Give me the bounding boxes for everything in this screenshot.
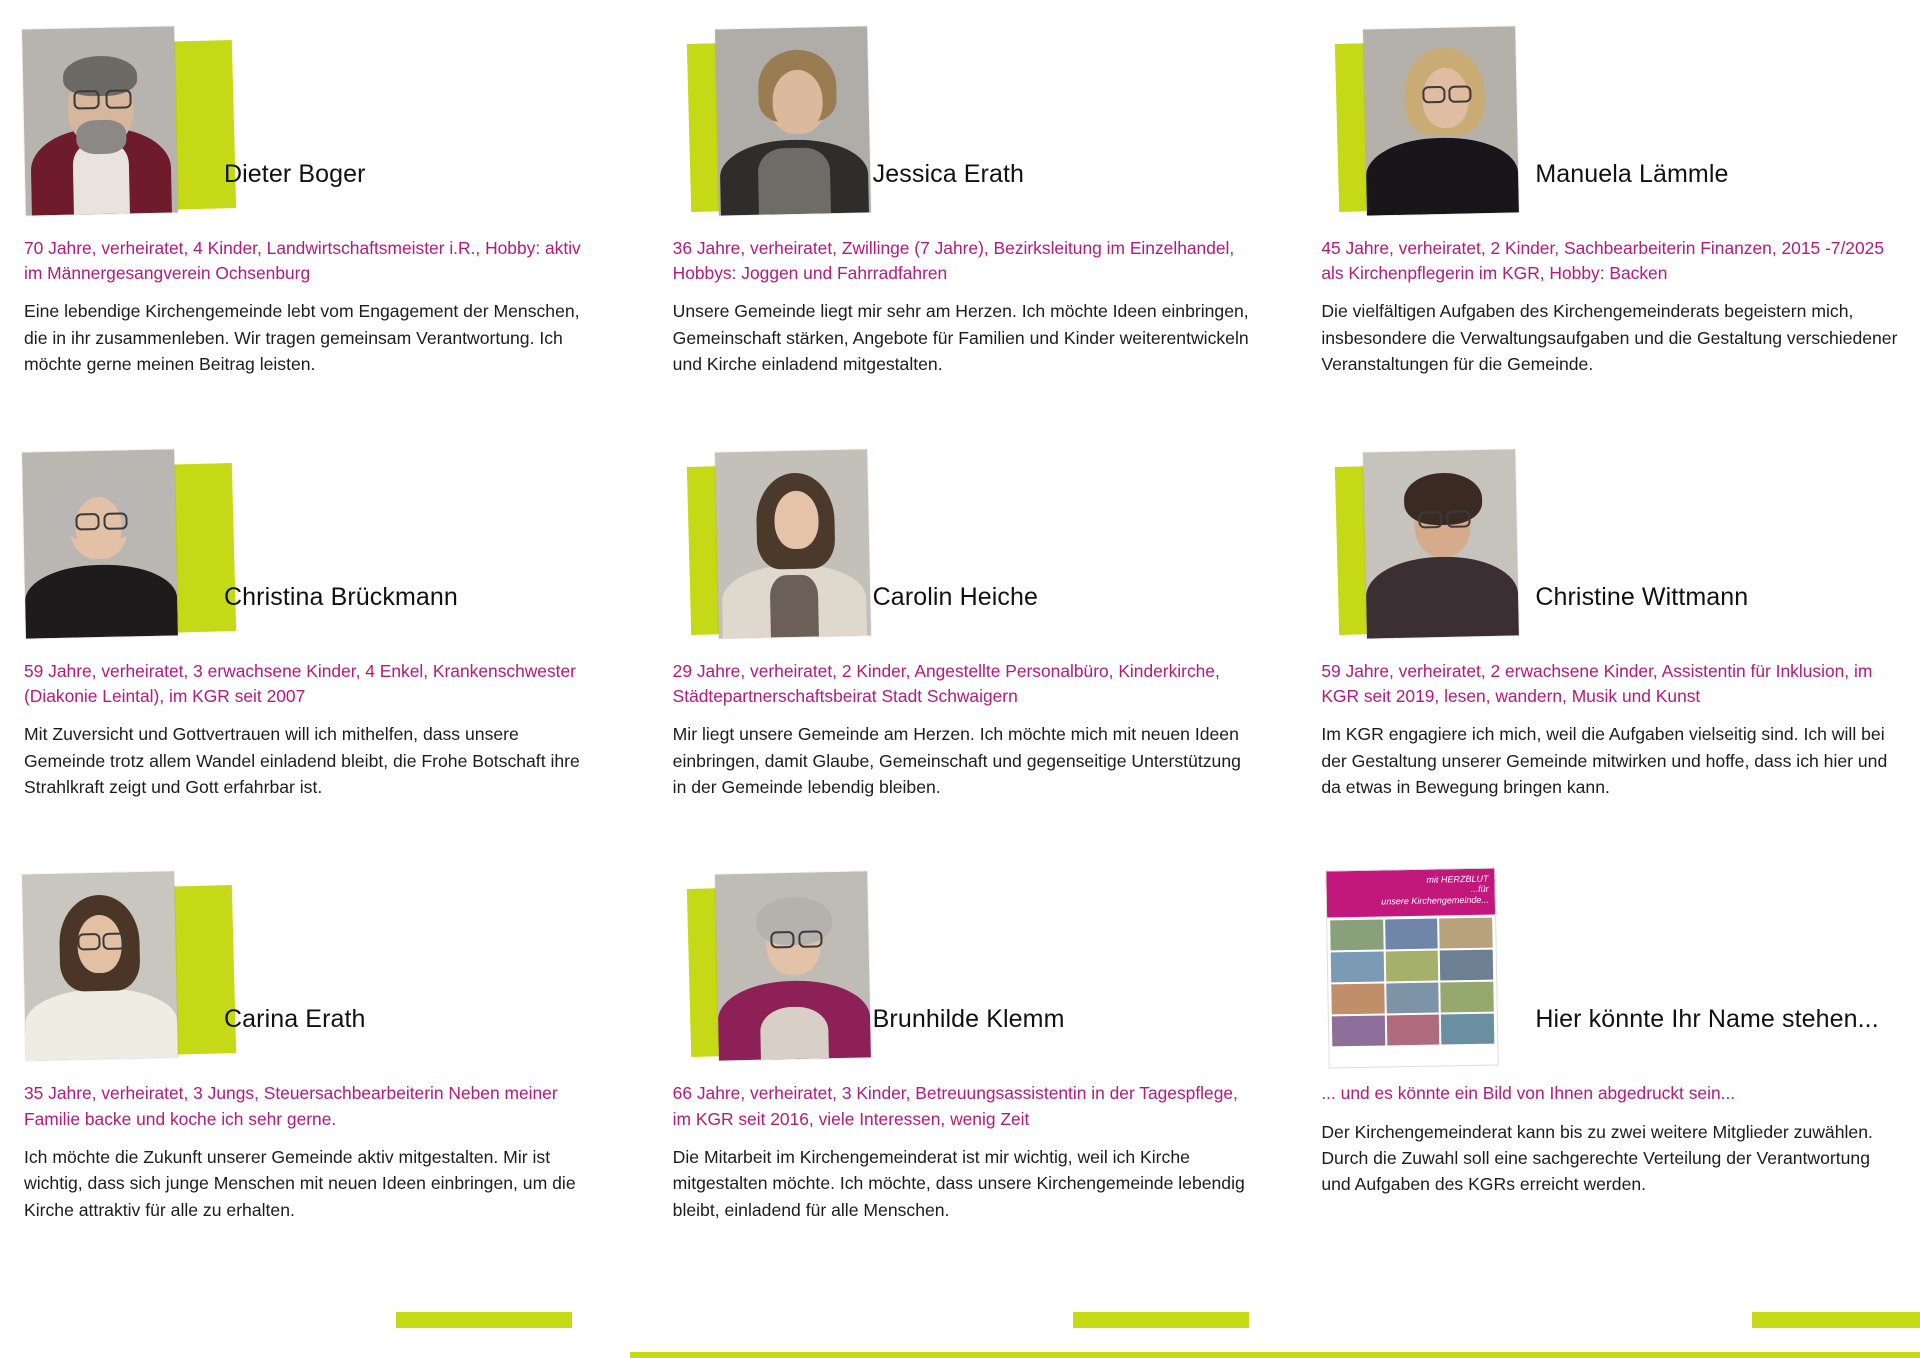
- flyer-headline-line2: ...für: [1470, 884, 1490, 895]
- candidate-name: Brunhilde Klemm: [872, 1005, 1065, 1034]
- portrait-block: [24, 863, 603, 1075]
- candidate-meta: 66 Jahre, verheiratet, 3 Kinder, Betreuungsassistentin in der Tagespflege, im KGR seit 2016, viele Interessen, wenig Zeit: [672, 1083, 1238, 1129]
- candidate-meta: 45 Jahre, verheiratet, 2 Kinder, Sachbearbeiterin Finanzen, 2015 -7/2025 als Kirchenpflegerin im KGR, Hobby: Backen: [1321, 238, 1884, 284]
- placeholder-name: Hier könnte Ihr Name stehen...: [1535, 1005, 1879, 1034]
- collage-tile: [1330, 920, 1383, 951]
- candidate-meta: 36 Jahre, verheiratet, Zwillinge (7 Jahre), Bezirksleitung im Einzelhandel, Hobbys: Joggen und Fahrradfahren: [672, 238, 1235, 284]
- collage-tile: [1332, 984, 1385, 1015]
- placeholder-note: ... und es könnte ein Bild von Ihnen abgedruckt sein...: [1321, 1083, 1736, 1104]
- collage-tile: [1332, 1016, 1385, 1047]
- flyer-block: [1321, 863, 1900, 1075]
- candidate-card: [669, 441, 1252, 854]
- accent-bar: [396, 1312, 572, 1328]
- candidate-card-placeholder: [1317, 863, 1900, 1276]
- flyer-headline-line1: mit HERZBLUT: [1426, 873, 1489, 886]
- portrait-block: [673, 863, 1252, 1075]
- collage-tile: [1331, 952, 1384, 983]
- portrait-block: [673, 441, 1252, 653]
- portrait-photo: [715, 26, 871, 215]
- collage-tile: [1385, 919, 1438, 950]
- candidate-name: Dieter Boger: [224, 160, 366, 188]
- flyer-photo-collage: [1327, 915, 1497, 1050]
- candidate-card: [669, 863, 1252, 1276]
- portrait-photo: [1363, 449, 1519, 638]
- portrait-photo: [1363, 26, 1519, 215]
- footer-accent-strip: [630, 1352, 1920, 1358]
- candidate-quote: Eine lebendige Kirchengemeinde lebt vom Engagement der Menschen, die in ihr zusammenleben. Wir tragen gemeinsam Verantwortung. Ich möchte gerne meinen Beitrag leisten.: [24, 301, 580, 375]
- candidate-name: Carina Erath: [224, 1005, 366, 1034]
- candidate-meta: 70 Jahre, verheiratet, 4 Kinder, Landwirtschaftsmeister i.R., Hobby: aktiv im Männergesangverein Ochsenburg: [24, 238, 581, 284]
- portrait-photo: [22, 872, 178, 1061]
- portrait-block: [24, 441, 603, 653]
- candidate-card: [20, 18, 603, 431]
- candidate-meta: 59 Jahre, verheiratet, 3 erwachsene Kinder, 4 Enkel, Krankenschwester (Diakonie Leintal), im KGR seit 2007: [24, 660, 576, 706]
- candidate-quote: Unsere Gemeinde liegt mir sehr am Herzen. Ich möchte Ideen einbringen, Gemeinschaft stärken, Angebote für Familien und Kinder weiterentwickeln und Kirche einladend mitgestalten.: [672, 301, 1249, 375]
- flyer-headline: [1327, 869, 1496, 918]
- candidate-quote: Im KGR engagiere ich mich, weil die Aufgaben vielseitig sind. Ich will bei der Gestaltung unserer Gemeinde mitwirken und hoffe, dass ich hier und da etwas in Bewegung bringen kann.: [1321, 724, 1888, 797]
- candidate-meta: 59 Jahre, verheiratet, 2 erwachsene Kinder, Assistentin für Inklusion, im KGR seit 2019, lesen, wandern, Musik und Kunst: [1321, 660, 1873, 706]
- candidate-quote: Mit Zuversicht und Gottvertrauen will ich mithelfen, dass unsere Gemeinde trotz allem Wandel einladend bleibt, die Frohe Botschaft ihre Strahlkraft zeigt und Gott erfahrbar ist.: [24, 724, 580, 797]
- collage-tile: [1441, 982, 1494, 1013]
- candidate-name: Christina Brückmann: [224, 582, 458, 611]
- candidate-meta: 35 Jahre, verheiratet, 3 Jungs, Steuersachbearbeiterin Neben meiner Familie backe und koche ich sehr gerne.: [24, 1083, 558, 1129]
- candidate-name: Jessica Erath: [872, 160, 1025, 188]
- candidate-quote: Mir liegt unsere Gemeinde am Herzen. Ich möchte mich mit neuen Ideen einbringen, damit Glaube, Gemeinschaft und gegenseitige Unterstützung in der Gemeinde lebendig bleiben.: [672, 724, 1241, 797]
- candidate-card: [1317, 441, 1900, 854]
- candidate-meta: 29 Jahre, verheiratet, 2 Kinder, Angestellte Personalbüro, Kinderkirche, Städtepartnerschaftsbeirat Stadt Schwaigern: [672, 660, 1220, 706]
- footer-accent-bars: [0, 1312, 1920, 1334]
- candidate-name: Manuela Lämmle: [1535, 160, 1729, 188]
- collage-tile: [1386, 951, 1439, 982]
- portrait-photo: [715, 449, 871, 638]
- candidate-card: [669, 18, 1252, 431]
- candidate-quote: Die Mitarbeit im Kirchengemeinderat ist mir wichtig, weil ich Kirche mitgestalten möchte. Ich möchte, dass unsere Kirchengemeinde lebendig bleibt, einladend für alle Menschen.: [672, 1146, 1245, 1220]
- collage-tile: [1387, 1015, 1440, 1046]
- flyer-image: [1326, 868, 1499, 1069]
- collage-tile: [1440, 918, 1493, 949]
- portrait-photo: [22, 26, 178, 215]
- accent-bar: [1752, 1312, 1920, 1328]
- portrait-block: [24, 18, 603, 230]
- placeholder-description: Der Kirchengemeinderat kann bis zu zwei weitere Mitglieder zuwählen. Durch die Zuwahl soll eine sachgerechte Verteilung der Verantwortung und Aufgaben des KGRs erreicht werden.: [1321, 1121, 1873, 1195]
- candidate-name: Carolin Heiche: [872, 582, 1039, 611]
- portrait-block: [673, 18, 1252, 230]
- candidate-card: [20, 863, 603, 1276]
- collage-tile: [1441, 1014, 1494, 1045]
- portrait-block: [1321, 18, 1900, 230]
- collage-tile: [1440, 950, 1493, 981]
- candidate-quote: Die vielfältigen Aufgaben des Kirchengemeinderats begeistern mich, insbesondere die Verwaltungsaufgaben und die Gestaltung verschiedener Veranstaltungen für die Gemeinde.: [1321, 301, 1898, 375]
- portrait-photo: [715, 872, 871, 1061]
- flyer-headline-line3: unsere Kirchengemeinde...: [1381, 894, 1490, 907]
- portrait-block: [1321, 441, 1900, 653]
- candidate-quote: Ich möchte die Zukunft unserer Gemeinde aktiv mitgestalten. Mir ist wichtig, dass sich junge Menschen mit neuen Ideen einbringen, um die Kirche attraktiv für alle zu erhalten.: [24, 1146, 576, 1220]
- candidate-card: [1317, 18, 1900, 431]
- candidate-name: Christine Wittmann: [1535, 582, 1749, 611]
- candidate-grid: [20, 18, 1900, 1276]
- collage-tile: [1386, 983, 1439, 1014]
- candidate-card: [20, 441, 603, 854]
- accent-bar: [1073, 1312, 1249, 1328]
- portrait-photo: [22, 449, 178, 638]
